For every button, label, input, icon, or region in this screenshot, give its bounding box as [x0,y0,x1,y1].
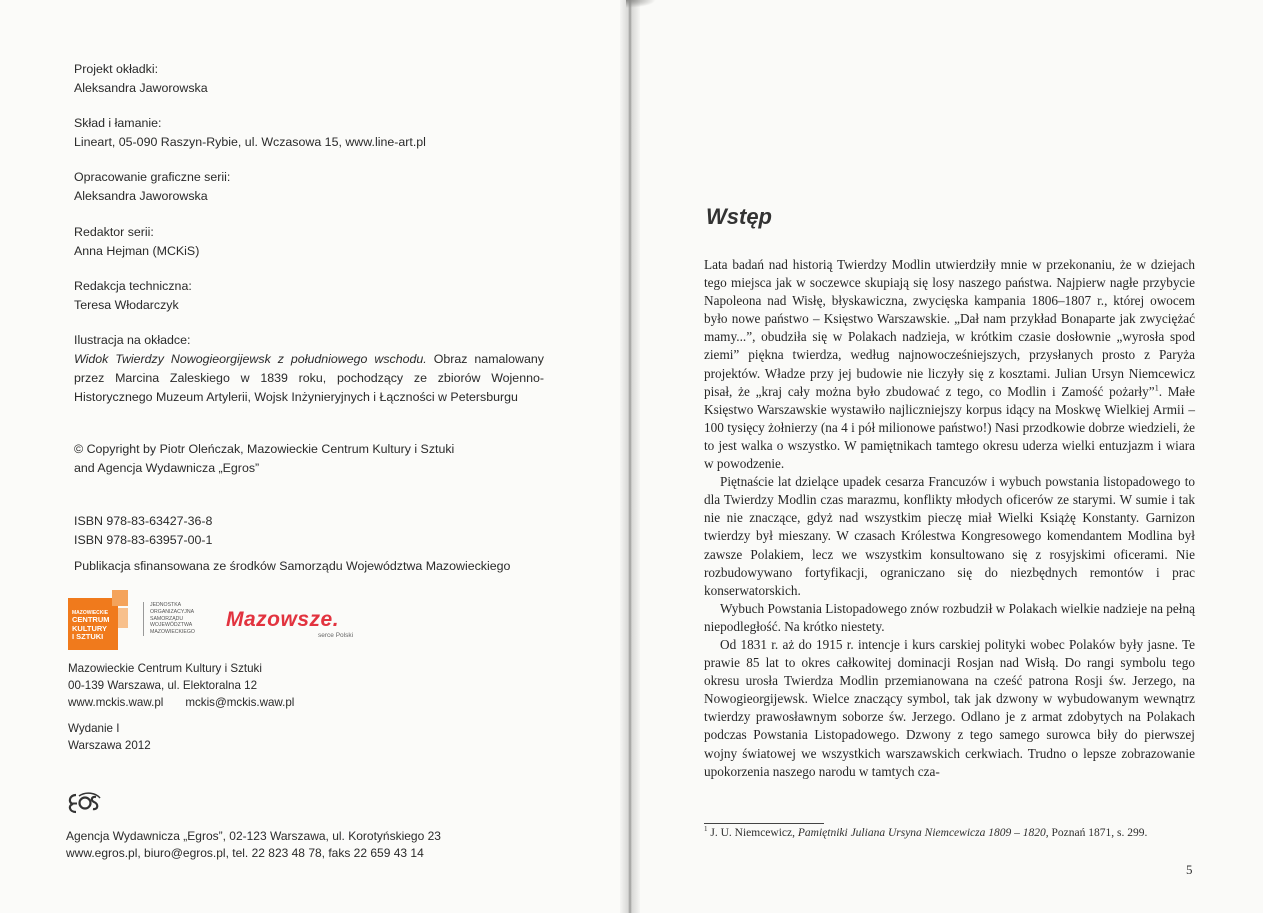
mckis-logo-line: KULTURY [72,623,107,633]
credit-label: Redakcja techniczna: [74,279,192,293]
agency-info [66,828,441,862]
mckis-logo-line: I SZTUKI [72,632,104,641]
publisher-web: www.mckis.waw.pl [68,696,164,709]
edition-info [68,720,151,754]
illustration-description: Obraz namalowany przez Marcina Zaleskiego w 1839 roku, pochodzący ze zbiorów Wojenno-Historycznego Muzeum Artylerii, Wojsk Inżynieryjnych i Łączności w Petersburgu [74,352,544,404]
publisher-street: 00-139 Warszawa, ul. Elektoralna 12 [68,679,258,692]
copyright-line: © Copyright by Piotr Oleńczak, Mazowieckie Centrum Kultury i Sztuki [74,442,455,456]
credit-label: Skład i łamanie: [74,116,162,130]
chapter-body [704,256,1195,781]
credit-value: Teresa Włodarczyk [74,298,179,312]
credit-value: Lineart, 05-090 Raszyn-Rybie, ul. Wczasowa 15, www.line-art.pl [74,135,426,149]
footnote-author: J. U. Niemcewicz, [707,827,798,839]
page-number: 5 [1186,862,1193,877]
paragraph: Wybuch Powstania Listopadowego znów rozbudził w Polakach wielkie nadzieje na pełną niepodległość. Na krótko niestety. [704,600,1195,634]
gutter-shadow [626,0,656,8]
credit-label: Opracowanie graficzne serii: [74,170,231,184]
credit-value: Anna Hejman (MCKiS) [74,244,200,258]
unit-line: ORGANIZACYJNA [150,608,195,615]
mckis-logo [68,598,118,650]
publisher-name: Mazowieckie Centrum Kultury i Sztuki [68,662,262,675]
paragraph [704,256,1195,473]
publisher-info [68,660,294,711]
isbn: ISBN 978-83-63427-36-8 [74,514,213,528]
mazowsze-tagline: serce Polski [318,632,354,639]
chapter-title: Wstęp [706,204,772,229]
footnote-rest: , Poznań 1871, s. 299. [1045,827,1148,839]
credit-value: Aleksandra Jaworowska [74,81,208,95]
credit-label: Redaktor serii: [74,225,154,239]
copyright-notice [74,440,454,478]
footnote-mark: 1 [704,825,708,834]
logo-square [112,590,128,606]
funding-note [74,557,510,576]
credit-value: Aleksandra Jaworowska [74,189,208,203]
credit-cover-design [74,60,208,98]
paragraph-text: Lata badań nad historią Twierdzy Modlin utwierdziły mnie w przekonaniu, że w dziejach tego miejsca jak w soczewce skupiają się losy naszego państwa. Najpierw nagłe przybycie Napoleona nad Wisłę, błyskawiczna, zwycięska kampania 1806–1807 r., której owocem było nowe państwo – Księstwo Warszawskie. „Dał nam przykład Bonaparte jak zwyciężać mamy...”, obudziła się w Polakach nadzieja, w krótkim czasie dosłownie „wyrosła spod ziemi” piękna twierdza, według najnowocześniejszych, przysłanych prosto z Paryża projektów. Władze przy jej budowie nie liczyły się z kosztami. Julian Ursyn Niemcewicz pisał, że „kraj cały można było zbudować z tego, co Modlin i Zamość pożarły” [704,257,1195,399]
logo-square [118,608,128,628]
mazowsze-logo: Mazowsze. [226,608,340,631]
illustration-title: Widok Twierdzy Nowogieorgijewsk z południowego wschodu. [74,352,427,366]
credit-series-editor [74,223,199,261]
egros-logo-icon [66,792,106,814]
credit-technical-editor [74,277,192,315]
credit-label: Projekt okładki: [74,62,159,76]
paragraph-text: . Małe Księstwo Warszawskie wystawiło najliczniejszy korpus idący na Moskwę Wielkiej Armii – 100 tysięcy żołnierzy (na 4 i pół milionowe państwo!) Nasi przodkowie dobrze wiedzieli, że to jest walka o wszystko. W pamiętnikach tamtego okresu uderza wielki entuzjazm i wiara w powodzenie. [704,383,1195,472]
paragraph: Piętnaście lat dzielące upadek cesarza Francuzów i wybuch powstania listopadowego to dla Twierdzy Modlin czas marazmu, konflikty młodych oficerów ze starymi. W sumie i tak nie nie znaczące, gdyż nad wszystkim pieczę miał Wielki Książę Konstanty. Garnizon twierdzy był mieszany. W czasach Królestwa Kongresowego komendantem Modlina był zawsze Polakiem, lecz we wszystkim konsultowano się z rosyjskimi oficerami. Nie rozbudowywano fortyfikacji, ograniczano się do niezbędnych remontów i prac konserwatorskich. [704,474,1195,598]
mckis-logo-text [72,610,110,642]
colophon [74,0,614,913]
cover-illustration-credit [74,331,544,407]
book-gutter [620,0,640,913]
funding-text: Publikacja sfinansowana ze środków Samorządu Województwa Mazowieckiego [74,559,511,573]
copyright-line: and Agencja Wydawnicza „Egros” [74,461,260,475]
footnote-title: Pamiętniki Juliana Ursyna Niemcewicza 1809 – 1820 [797,827,1046,839]
isbn-block [74,512,212,550]
edition-number: Wydanie I [68,722,120,735]
footnote [704,826,1195,842]
isbn: ISBN 978-83-63957-00-1 [74,533,213,547]
paragraph: Od 1831 r. aż do 1915 r. intencje i kurs carskiej polityki wobec Polaków były jasne. Te prawie 85 lat to okres całkowitej dominacji Rosjan nad Wisłą. Do rangi symbolu tego okresu urosła Twierdza Modlin przemianowana na cześć patrona Rosji św. Jerzego, na Nowogieorgijewsk. Wielce znaczący symbol, tak jak dzwony w wybudowanym wewnątrz twierdzy prawosławnym soborze św. Jerzego. Odlano je z armat zdobytych na Polakach podczas Powstania Listopadowego. Dzwony z tego samego surowca biły do pierwszej wojny światowej we wszystkich warszawskich cerkwiach. Trudno o lepsze zobrazowanie upokorzenia naszego narodu w tamtych cza- [704,636,1195,779]
mckis-logo-small: MAZOWIECKIE [72,610,109,616]
mckis-unit-text [143,602,195,636]
unit-line: MAZOWIECKIEGO [150,629,195,636]
sponsor-logos [68,590,368,648]
unit-line: WOJEWÓDZTWA [150,622,193,629]
footnote-mark: 1 [1154,383,1159,393]
credit-typesetting [74,114,426,152]
publisher-email: mckis@mckis.waw.pl [185,696,295,709]
unit-line: SAMORZĄDU [150,615,184,622]
credit-series-design [74,168,230,206]
agency-address: Agencja Wydawnicza „Egros”, 02-123 Warszawa, ul. Korotyńskiego 23 [66,829,441,843]
unit-line: JEDNOSTKA [150,602,182,608]
edition-place-year: Warszawa 2012 [68,739,151,752]
credit-label: Ilustracja na okładce: [74,333,191,347]
agency-contact: www.egros.pl, biuro@egros.pl, tel. 22 823 48 78, faks 22 659 43 14 [66,846,424,860]
mckis-logo-line: CENTRUM [72,615,110,624]
footnote-divider [704,823,824,824]
